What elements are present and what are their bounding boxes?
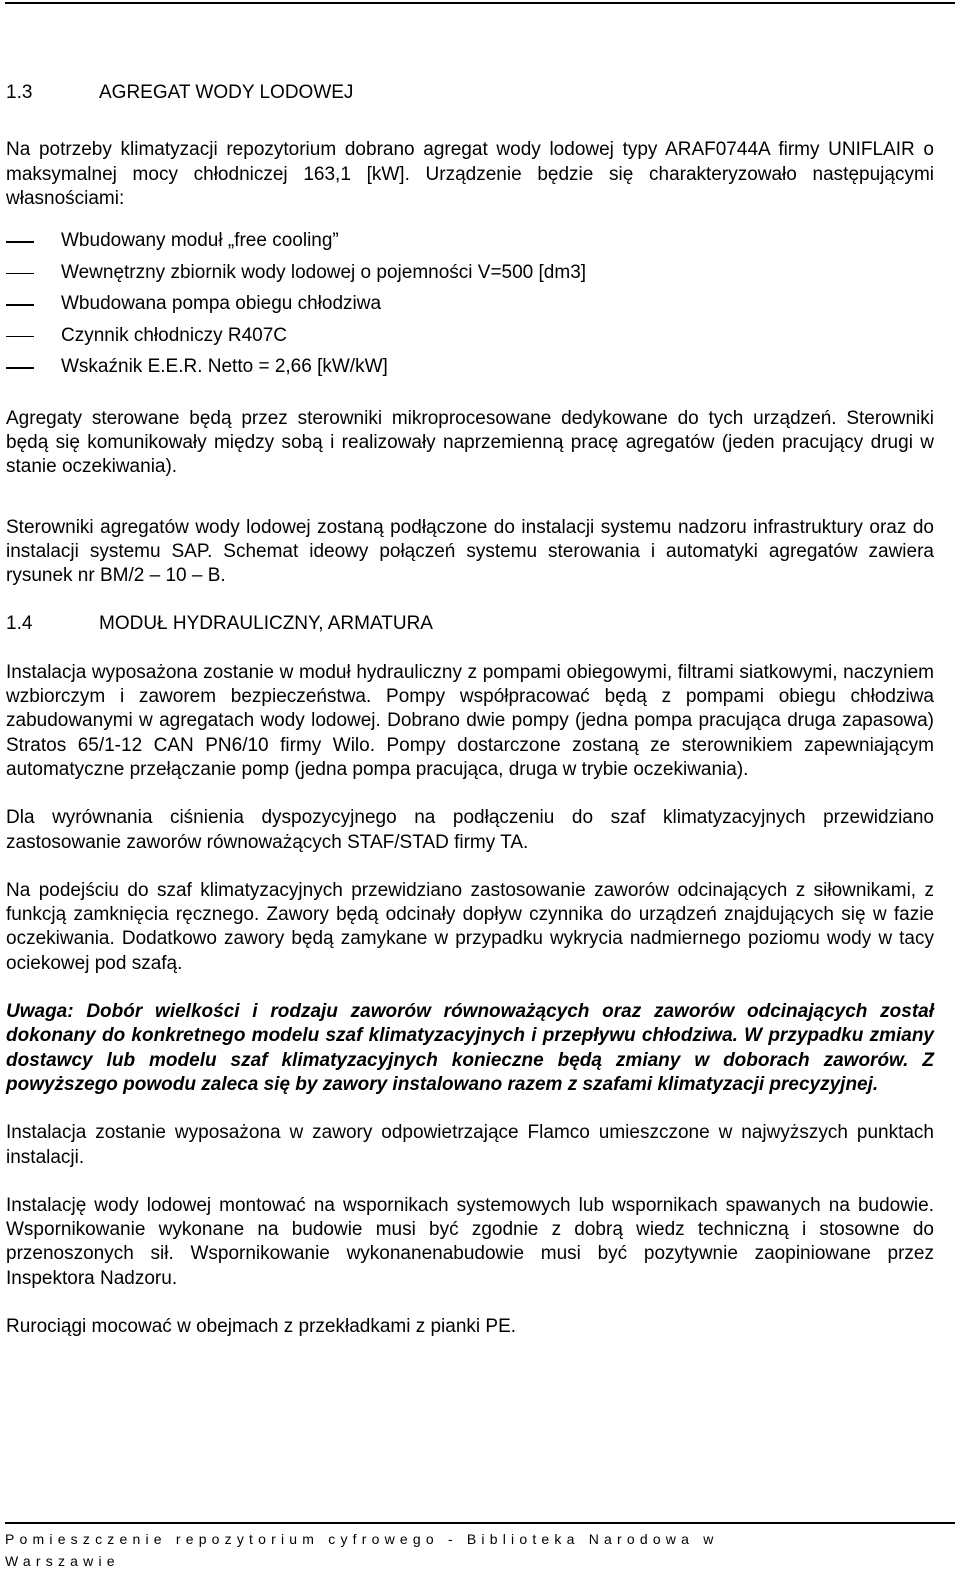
section-title: MODUŁ HYDRAULICZNY, ARMATURA [99, 613, 433, 635]
section-number: 1.4 [6, 613, 33, 635]
section-number: 1.3 [6, 82, 33, 103]
list-item: Wskaźnik E.E.R. Netto = 2,66 [kW/kW] [61, 356, 388, 378]
controllers-paragraph: Agregaty sterowane będą przez sterowniki mikroprocesowane dedykowane do tych urządzeń. Sterowniki będą się komunikowały między sobą i realizowały naprzemienną pracę agregatów (jeden pracujący drugi w stanie oczekiwania). [6, 407, 934, 478]
document-body [6, 81, 934, 1339]
warning-note: Uwaga: Dobór wielkości i rodzaju zaworów równoważących oraz zaworów odcinających został dokonany do konkretnego modelu szaf klimatyzacyjnych i przepływu chłodziwa. W przypadku zmiany dostawcy lub modelu szaf klimatyzacyjnych konieczne będą zmiany w doborach zaworów. Z powyższego powodu zaleca się by zawory instalowano razem z szafami klimatyzacji precyzyjnej. [6, 1001, 934, 1095]
shutoff-valves-paragraph: Na podejściu do szaf klimatyzacyjnych przewidziano zastosowanie zaworów odcinających z siłownikami, z funkcją zamknięcia ręcznego. Zawory będą odcinały dopływ czynnika do urządzeń znajdujących się w fazie oczekiwania. Dodatkowo zawory będą zamykane w przypadku wykrycia nadmiernego poziomu wody w tacy ociekowej pod szafą. [6, 879, 934, 974]
section-heading-1-3 [6, 81, 934, 105]
balancing-valves-paragraph: Dla wyrównania ciśnienia dyspozycyjnego na podłączeniu do szaf klimatyzacyjnych przewidziano zastosowanie zaworów równoważących STAF/STAD firmy TA. [6, 807, 934, 853]
list-item: Wewnętrzny zbiornik wody lodowej o pojemności V=500 [dm3] [61, 261, 587, 283]
intro-paragraph: Na potrzeby klimatyzacji repozytorium dobrano agregat wody lodowej typy ARAF0744A firmy UNIFLAIR o maksymalnej mocy chłodniczej 163,1 [kW]. Urządzenie będzie się charakteryzowało następującymi własnościami: [6, 139, 934, 209]
list-item: Wbudowany moduł „free cooling” [61, 230, 339, 252]
section-title: AGREGAT WODY LODOWEJ [99, 82, 354, 103]
top-rule [5, 2, 955, 4]
footer-text: Pomieszczenie repozytorium cyfrowego - Biblioteka Narodowa w Warszawie [5, 1530, 719, 1569]
page-footer [5, 1522, 955, 1572]
footer-rule [5, 1522, 955, 1524]
list-item: Czynnik chłodniczy R407C [61, 324, 287, 346]
integration-paragraph: Sterowniki agregatów wody lodowej zostaną podłączone do instalacji systemu nadzoru infrastruktury oraz do instalacji systemu SAP. Schemat ideowy połączeń systemu sterowania i automatyki agregatów zawiera rysunek nr BM/2 – 10 – B. [6, 516, 934, 587]
air-vents-paragraph: Instalacja zostanie wyposażona w zawory odpowietrzające Flamco umieszczone w najwyższych punktach instalacji. [6, 1122, 934, 1168]
hydraulic-module-paragraph: Instalacja wyposażona zostanie w moduł hydrauliczny z pompami obiegowymi, filtrami siatkowymi, naczyniem wzbiorczym i zaworem bezpieczeństwa. Pompy współpracować będą z pompami obiegu chłodziwa zabudowanymi w agregatach wody lodowej. Dobrano dwie pompy (jedna pompa pracująca druga zapasowa) Stratos 65/1-12 CAN PN6/10 firmy Wilo. Pompy dostarczone zostaną ze sterownikiem zapewniającym automatyczne przełączanie pomp (jedna pompa pracująca, druga w trybie oczekiwania). [6, 661, 934, 780]
list-item: Wbudowana pompa obiegu chłodziwa [61, 293, 382, 315]
pipe-mounting-paragraph: Rurociągi mocować w obejmach z przekładkami z pianki PE. [6, 1316, 517, 1337]
supports-paragraph: Instalację wody lodowej montować na wspornikach systemowych lub wspornikach spawanych na budowie. Wspornikowanie wykonane na budowie musi być zgodnie z dobrą wiedz techniczną i stosowne do przenoszonych sił. Wspornikowanie wykonanenabudowie musi być pozytywnie zaopiniowane przez Inspektora Nadzoru. [6, 1194, 934, 1289]
feature-list [6, 229, 934, 387]
section-heading-1-4 [6, 612, 934, 636]
